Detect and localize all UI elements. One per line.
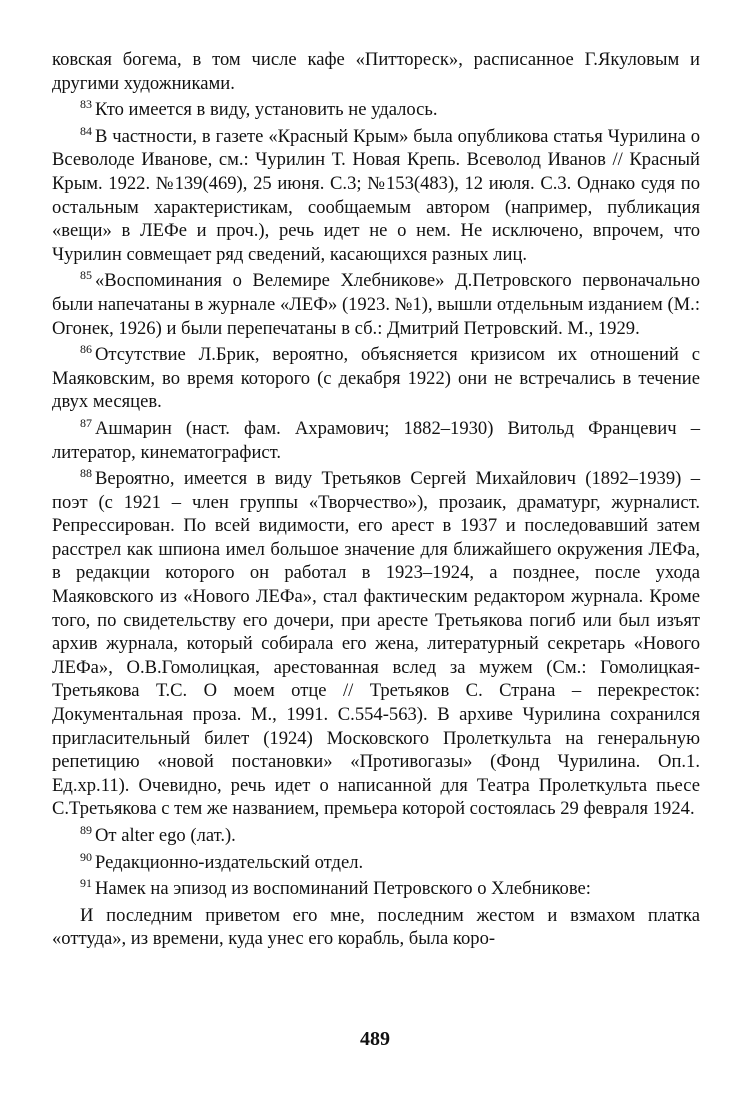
footnote-90	[52, 851, 700, 875]
footnote-87	[52, 417, 700, 464]
quoted-passage: И последним приветом его мне, последним жестом и взмахом платка «оттуда», из времени, куда унес его корабль, была коро-	[52, 904, 700, 950]
footnote-88	[52, 467, 700, 821]
page-number: 489	[360, 1028, 390, 1050]
footnote-number: 85	[80, 268, 92, 283]
footnotes-text	[52, 48, 700, 954]
footnote-number: 88	[80, 466, 92, 481]
footnote-number: 91	[80, 876, 92, 891]
footnote-number: 84	[80, 123, 92, 138]
footnote-number: 90	[80, 849, 92, 864]
footnote-89	[52, 824, 700, 848]
footnote-number: 89	[80, 823, 92, 837]
footnote-text: Намек на эпизод из воспоминаний Петровского о Хлебникове:	[95, 878, 591, 900]
footnote-91	[52, 877, 700, 901]
footnote-text: Редакционно-издательский отдел.	[95, 851, 364, 873]
footnote-number: 87	[80, 415, 92, 430]
footnote-text: Отсутствие Л.Брик, вероятно, объясняется кризисом их отношений с Маяковским, во время которого (с декабря 1922) они не встречались в течение двух месяцев.	[52, 344, 700, 413]
footnote-continuation: ковская богема, в том числе кафе «Питтореск», расписанное Г.Якуловым и другими художниками.	[52, 49, 700, 94]
footnote-text: Кто имеется в виду, установить не удалось.	[95, 99, 438, 121]
footnote-text: Вероятно, имеется в виду Третьяков Сергей Михайлович (1892–1939) – поэт (с 1921 – член группы «Творчество»), прозаик, драматург, журналист. Репрессирован. По всей видимости, его арест в 1937 и последовавший затем расстрел как шпиона имел большое значение для ближайшего окружения ЛЕФа, в редакции которого он работал в 1923–1924, а позднее, после ухода Маяковского из «Нового ЛЕФа», стал фактическим редактором журнала. Кроме того, по свидетельству его дочери, при аресте Третьякова погиб или был изъят архив журнала, который собирала его жена, литературный секретарь «Нового ЛЕФа», О.В.Гомолицкая, арестованная вслед за мужем (См.: Гомолицкая-Третьякова Т.С. О моем отце // Третьяков С. Страна – перекресток: Документальная проза. М., 1991. С.554-563). В архиве Чурилина сохранился пригласительный билет (1924) Московского Пролеткульта на генеральную репетицию «новой постановки» «Противогазы» (Фонд Чурилина. Оп.1. Ед.хр.11). Очевидно, речь идет о написанной для Театра Пролеткульта пьесе С.Третьякова с тем же названием, премьера которой состоялась 29 февраля 1924.	[52, 468, 700, 820]
footnote-text: «Воспоминания о Велемире Хлебникове» Д.Петровского первоначально были напечатаны в журнале «ЛЕФ» (1923. №1), вышли отдельным изданием (М.: Огонек, 1926) и были перепечатаны в сб.: Дмитрий Петровский. М., 1929.	[52, 270, 700, 339]
footnote-number: 86	[80, 342, 92, 357]
footnote-85	[52, 269, 700, 340]
footnote-text: Ашмарин (наст. фам. Ахрамович; 1882–1930) Витольд Францевич –литератор, кинематографист.	[52, 417, 700, 463]
footnote-84	[52, 125, 700, 267]
footnote-83	[52, 98, 700, 122]
footnote-number: 83	[80, 97, 92, 112]
footnote-86	[52, 343, 700, 414]
footnote-text: В частности, в газете «Красный Крым» была опубликова статья Чурилина о Всеволоде Иванове, см.: Чурилин Т. Новая Крепь. Всеволод Иванов // Красный Крым. 1922. №139(469), 25 июня. С.3; №153(483), 12 июля. С.3. Однако судя по остальным характеристикам, сообщаемым автором (например, публикация «вещи» в ЛЕФе и проч.), речь идет не о нем. Не исключено, впрочем, что Чурилин совмещает ряд сведений, касающихся разных лиц.	[52, 125, 700, 265]
footnote-text: От alter ego (лат.).	[95, 825, 236, 846]
